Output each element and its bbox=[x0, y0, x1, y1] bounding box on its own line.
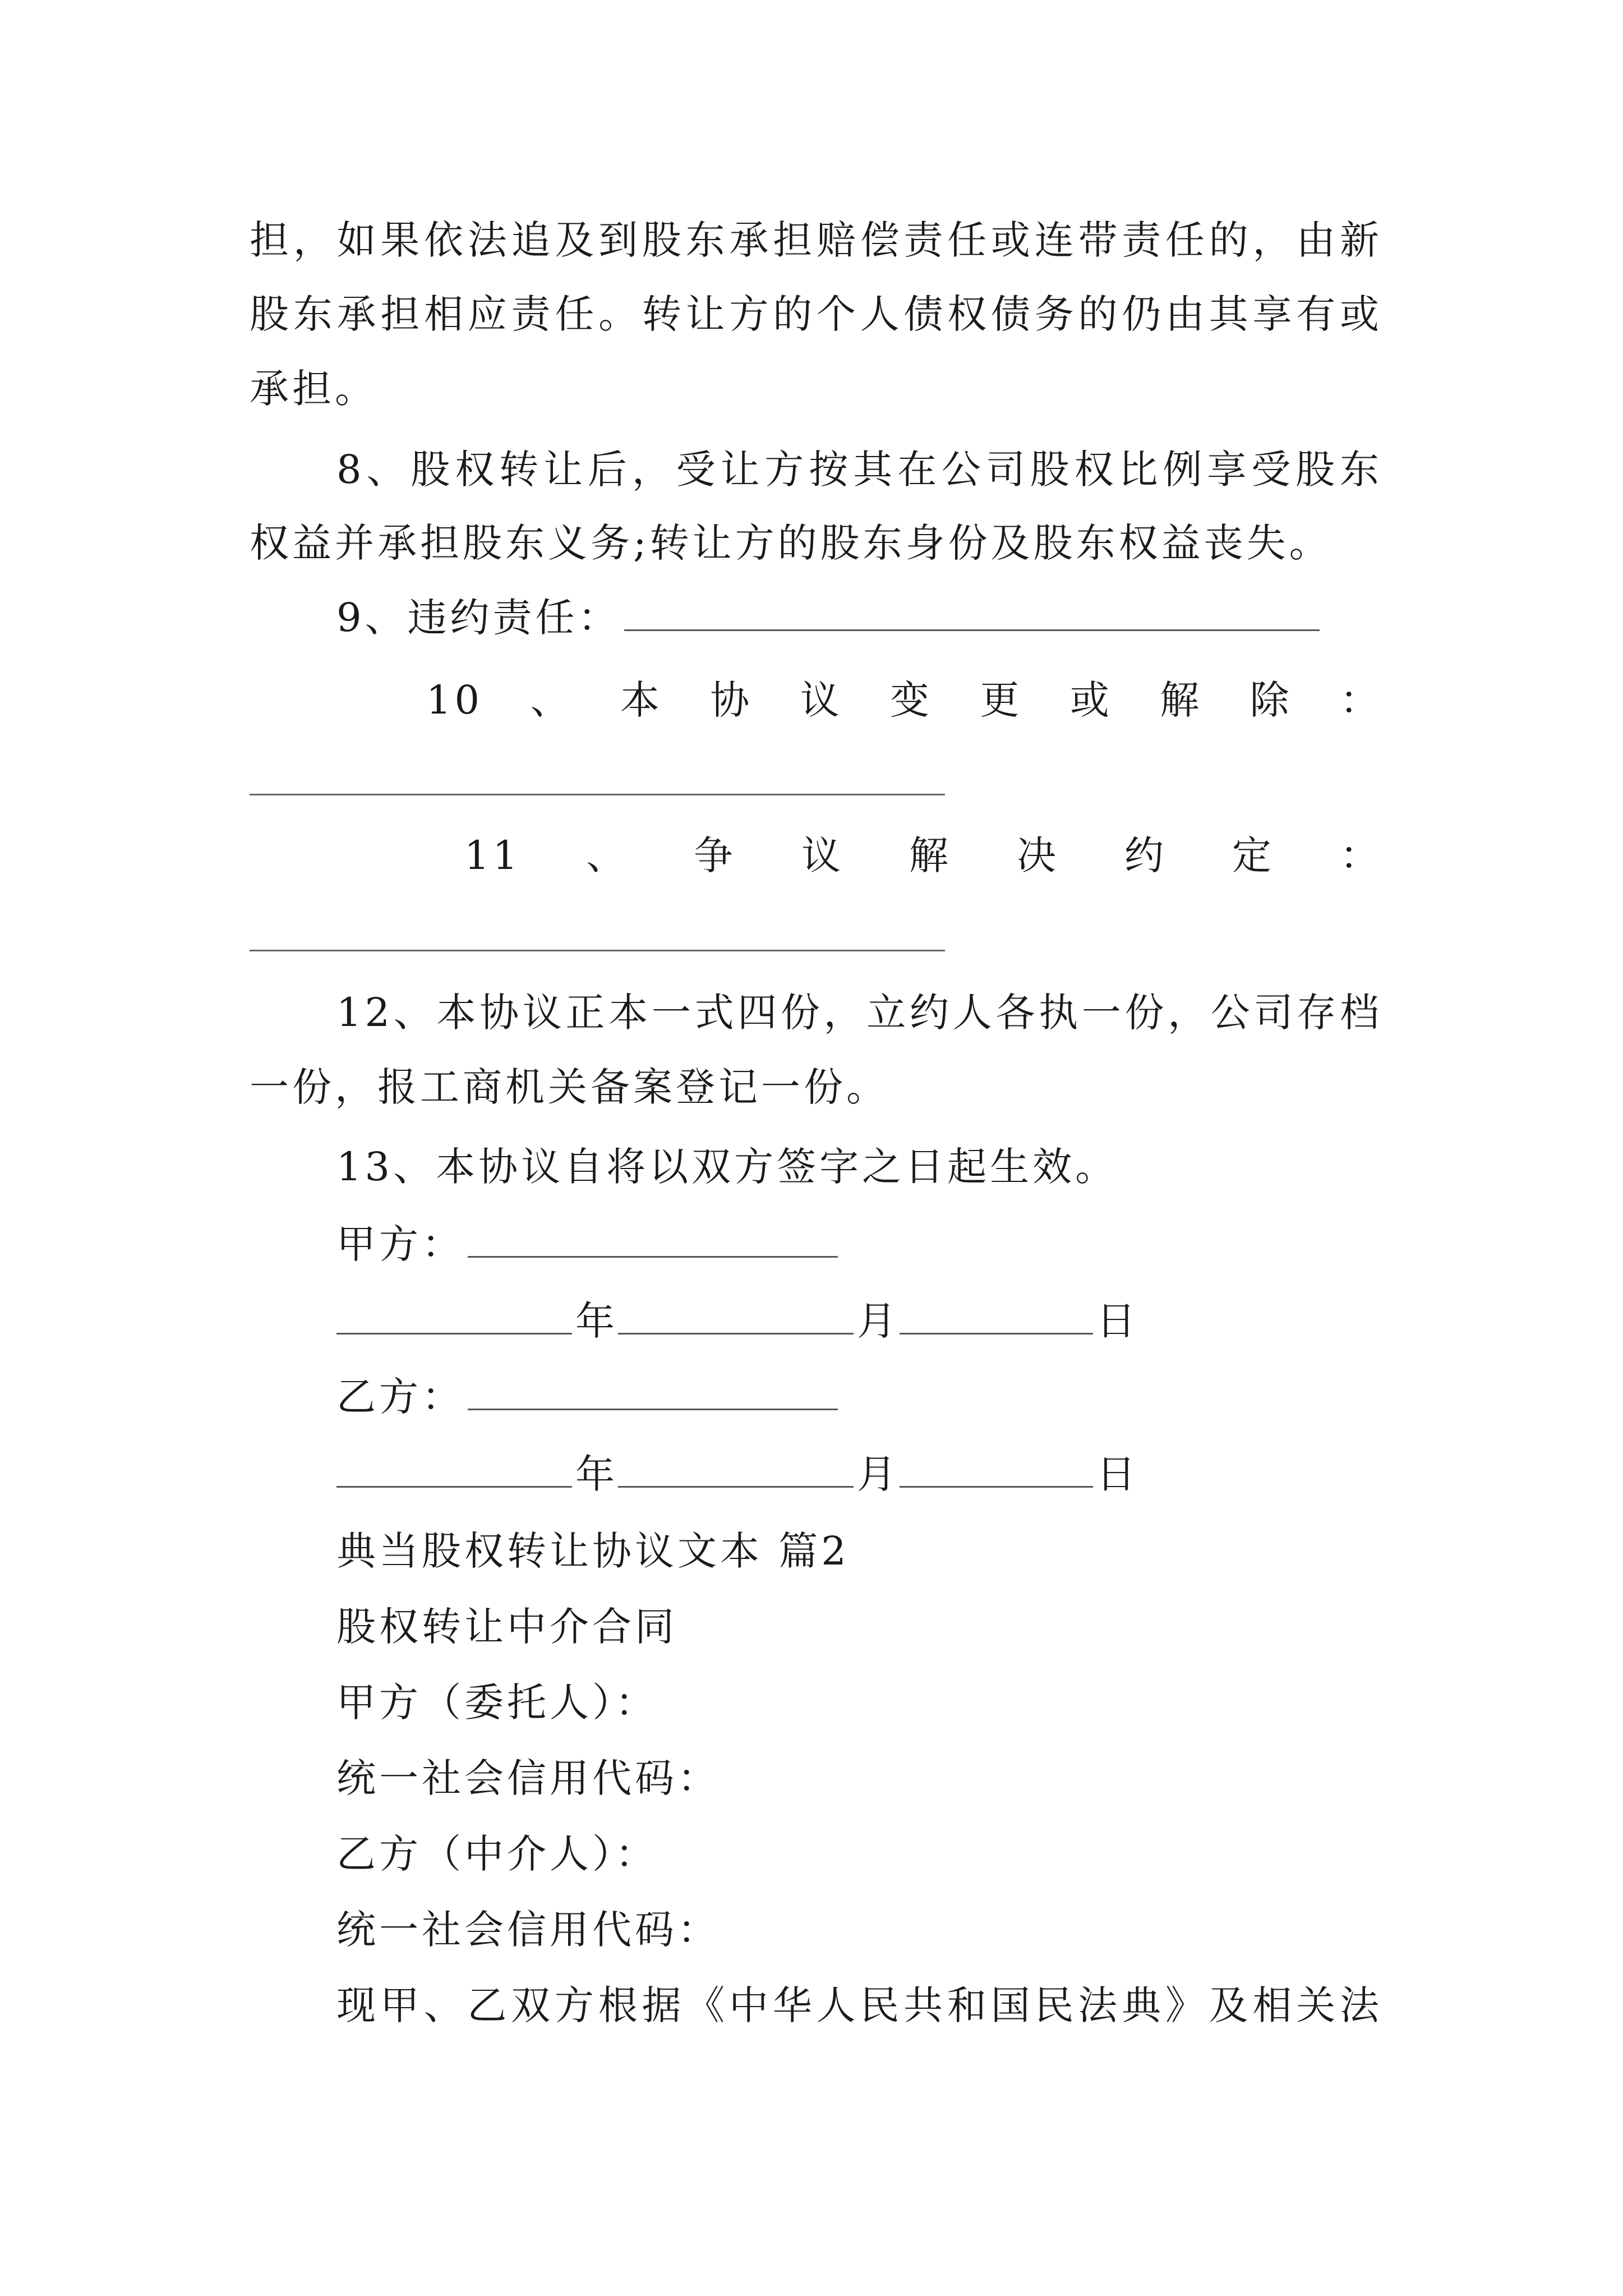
clause-10-token: 、 bbox=[530, 677, 573, 723]
clause-11-token: 解 bbox=[909, 832, 952, 878]
clause-11 bbox=[464, 827, 1382, 884]
clause-13: 13、本协议自将以双方签字之日起生效。 bbox=[336, 1144, 1118, 1190]
clause-10 bbox=[426, 672, 1382, 728]
party-a-label: 甲方： bbox=[336, 1221, 464, 1267]
clause-10-token: 除 bbox=[1249, 677, 1293, 723]
contract-title: 股权转让中介合同 bbox=[336, 1604, 677, 1650]
party-a-signature bbox=[336, 1216, 1469, 1272]
party-b-blank-line bbox=[468, 1374, 838, 1410]
party-a-date bbox=[336, 1293, 1469, 1349]
party-b-intermediary: 乙方（中介人）： bbox=[336, 1831, 658, 1877]
clause-12-line-2: 一份，报工商机关备案登记一份。 bbox=[250, 1064, 889, 1110]
clause-12-line-1: 12、本协议正本一式四份，立约人各执一份，公司存档 bbox=[336, 990, 1382, 1036]
day-label: 日 bbox=[1096, 1298, 1136, 1344]
party-b-label: 乙方： bbox=[336, 1374, 464, 1420]
party-a-credit-code: 统一社会信用代码： bbox=[336, 1755, 720, 1801]
clause-10-token: ： bbox=[1339, 677, 1382, 723]
clause-11-token: 议 bbox=[801, 832, 845, 878]
party-b-year-blank bbox=[336, 1451, 572, 1488]
party-a-month-blank bbox=[618, 1298, 854, 1335]
clause-11-token: 决 bbox=[1017, 832, 1059, 878]
clause-10-token: 本 bbox=[620, 677, 663, 723]
paragraph-7-line-3: 承担。 bbox=[250, 366, 377, 412]
paragraph-7-line-1: 担，如果依法追及到股东承担赔偿责任或连带责任的，由新 bbox=[250, 217, 1382, 263]
clause-11-token: 约 bbox=[1124, 832, 1167, 878]
month-label: 月 bbox=[857, 1451, 896, 1497]
clause-8-line-2: 权益并承担股东义务;转让方的股东身份及股东权益丧失。 bbox=[250, 520, 1332, 566]
clause-10-blank-line bbox=[250, 794, 945, 795]
party-a-day-blank bbox=[900, 1298, 1093, 1335]
clause-10-token: 或 bbox=[1069, 677, 1113, 723]
clause-9-blank-line bbox=[624, 595, 1320, 631]
clause-11-token: 定 bbox=[1232, 832, 1275, 878]
year-label: 年 bbox=[575, 1451, 615, 1497]
clause-10-token: 议 bbox=[800, 677, 843, 723]
section-2-heading: 典当股权转让协议文本 篇2 bbox=[336, 1528, 850, 1574]
clause-11-token: 11 bbox=[464, 832, 522, 878]
clause-10-token: 解 bbox=[1160, 677, 1203, 723]
month-label: 月 bbox=[857, 1298, 896, 1344]
clause-10-token: 变 bbox=[890, 677, 933, 723]
party-a-blank-line bbox=[468, 1221, 838, 1258]
clause-11-token: 争 bbox=[694, 832, 737, 878]
year-label: 年 bbox=[575, 1298, 615, 1344]
party-b-credit-code: 统一社会信用代码： bbox=[336, 1907, 720, 1953]
clause-11-token: 、 bbox=[586, 832, 629, 878]
party-a-entrustor: 甲方（委托人）： bbox=[336, 1680, 658, 1726]
clause-10-token: 更 bbox=[980, 677, 1023, 723]
party-b-month-blank bbox=[618, 1451, 854, 1488]
party-b-day-blank bbox=[900, 1451, 1093, 1488]
party-b-date bbox=[336, 1446, 1469, 1502]
clause-11-blank-line bbox=[250, 950, 945, 951]
clause-8-line-1: 8、股权转让后，受让方按其在公司股权比例享受股东 bbox=[336, 447, 1382, 493]
clause-11-token: ： bbox=[1339, 832, 1382, 878]
day-label: 日 bbox=[1096, 1451, 1136, 1497]
clause-9 bbox=[336, 590, 1469, 646]
party-b-signature bbox=[336, 1369, 1469, 1425]
paragraph-7-line-2: 股东承担相应责任。转让方的个人债权债务的仍由其享有或 bbox=[250, 291, 1382, 337]
party-a-year-blank bbox=[336, 1298, 572, 1335]
clause-9-label: 9、违约责任： bbox=[336, 595, 621, 641]
clause-10-token: 10 bbox=[426, 677, 483, 723]
clause-10-token: 协 bbox=[710, 677, 753, 723]
contract-intro: 现甲、乙双方根据《中华人民共和国民法典》及相关法 bbox=[336, 1982, 1382, 2028]
